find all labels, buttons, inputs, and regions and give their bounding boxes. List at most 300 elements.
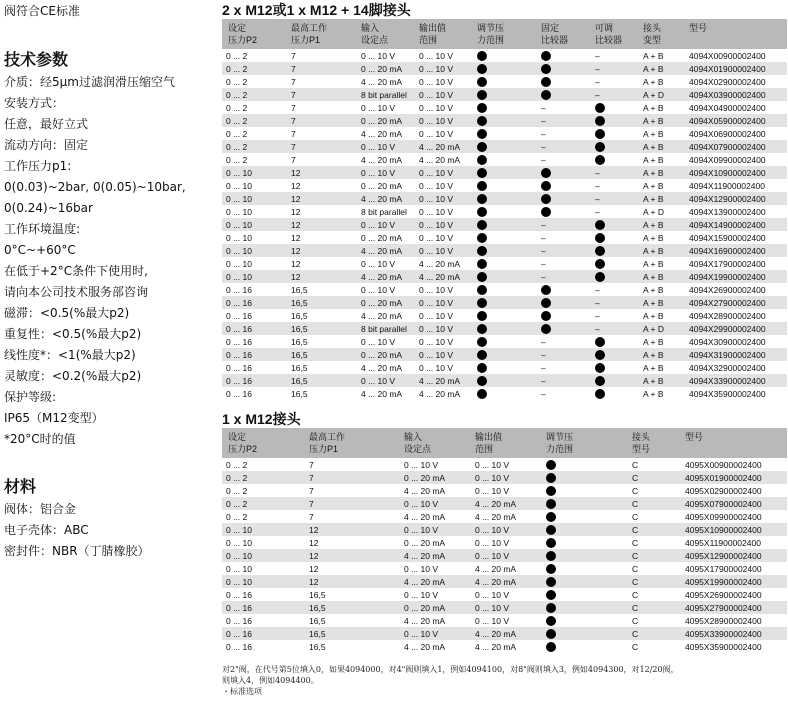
spec-line: 安装方式： <box>4 96 65 110</box>
filled-dot-icon <box>477 311 487 321</box>
table-cell: 0 ... 2 <box>226 485 248 496</box>
filled-dot-icon <box>546 512 556 522</box>
feature-dot <box>546 485 632 496</box>
table-cell: 4 ... 20 mA <box>361 310 403 321</box>
table-cell: 0 ... 10 V <box>404 589 439 600</box>
table-cell: 4094X03900002400 <box>689 89 766 100</box>
table-cell: 0 ... 2 <box>226 89 248 100</box>
filled-dot-icon <box>541 64 551 74</box>
table-cell: 16,5 <box>309 589 326 600</box>
table-cell: 0 ... 10 <box>226 258 252 269</box>
table-cell: 12 <box>291 245 301 256</box>
table-cell: C <box>632 615 639 626</box>
table-cell: 0 ... 2 <box>226 63 248 74</box>
table-cell: 0 ... 10 V <box>419 284 454 295</box>
table-row <box>222 536 787 549</box>
spec-line: 工作压力p1: <box>4 159 72 173</box>
table-row <box>222 192 787 205</box>
table-cell: A + D <box>643 89 665 100</box>
feature-dot <box>477 206 541 217</box>
feature-dot <box>541 89 595 100</box>
column-header: 接头 变型 <box>643 23 662 45</box>
filled-dot-icon <box>595 220 605 230</box>
table-cell: A + B <box>643 375 664 386</box>
table-cell: A + B <box>643 388 664 399</box>
table-cell: 4 ... 20 mA <box>404 576 446 587</box>
table-cell: 4 ... 20 mA <box>419 141 461 152</box>
table-cell: 0 ... 16 <box>226 349 252 360</box>
table-cell: 0 ... 2 <box>226 115 248 126</box>
materials-list <box>4 499 216 562</box>
feature-dot <box>477 102 541 113</box>
table-cell: – <box>541 128 546 139</box>
table-cell: 4 ... 20 mA <box>404 615 446 626</box>
table-row <box>222 205 787 218</box>
table-cell: A + B <box>643 245 664 256</box>
spec-line: 0°C~+60°C <box>4 243 76 257</box>
feature-dot <box>477 271 541 282</box>
table-cell: – <box>595 323 600 334</box>
table-cell: – <box>541 336 546 347</box>
table-row <box>222 523 787 536</box>
spec-line: 介质：经5μm过滤润滑压缩空气 <box>4 75 175 89</box>
filled-dot-icon <box>595 246 605 256</box>
table-cell: 0 ... 10 V <box>475 589 510 600</box>
table-cell: 0 ... 2 <box>226 472 248 483</box>
table-cell: 16,5 <box>291 284 308 295</box>
feature-dot <box>477 232 541 243</box>
spec-line: 磁滞：<0.5(%最大p2) <box>4 306 130 320</box>
table-cell: 0 ... 10 V <box>419 89 454 100</box>
feature-dot <box>477 310 541 321</box>
table-cell: 0 ... 10 V <box>419 128 454 139</box>
table-cell: A + B <box>643 115 664 126</box>
table-cell: 0 ... 10 V <box>475 524 510 535</box>
table-cell: 0 ... 10 V <box>419 193 454 204</box>
table-cell: 12 <box>291 206 301 217</box>
filled-dot-icon <box>477 220 487 230</box>
table-cell: 16,5 <box>309 602 326 613</box>
table-cell: 4094X27900002400 <box>689 297 766 308</box>
filled-dot-icon <box>546 525 556 535</box>
table-row <box>222 361 787 374</box>
table-cell: 4094X30900002400 <box>689 336 766 347</box>
table-cell: A + B <box>643 297 664 308</box>
filled-dot-icon <box>595 116 605 126</box>
table-cell: 16,5 <box>291 297 308 308</box>
table-cell: 4095X26900002400 <box>685 589 762 600</box>
table-cell: 0 ... 10 V <box>404 498 439 509</box>
filled-dot-icon <box>546 642 556 652</box>
spec-line: 任意，最好立式 <box>4 117 89 131</box>
table-row <box>222 309 787 322</box>
table-cell: 0 ... 20 mA <box>361 115 403 126</box>
footnote-line: 则填入4，例如4094400。 <box>222 676 319 685</box>
spec-line: 0(0.24)~16bar <box>4 201 93 215</box>
table-cell: 4 ... 20 mA <box>404 550 446 561</box>
standard-option-note: ・标准选项 <box>222 687 262 696</box>
table-cell: C <box>632 628 639 639</box>
filled-dot-icon <box>546 538 556 548</box>
filled-dot-icon <box>477 116 487 126</box>
spec-line: 在低于+2°C条件下使用时, <box>4 264 148 278</box>
filled-dot-icon <box>477 259 487 269</box>
table-cell: 4094X10900002400 <box>689 167 766 178</box>
table-row <box>222 127 787 140</box>
table-cell: 0 ... 20 mA <box>404 472 446 483</box>
filled-dot-icon <box>546 473 556 483</box>
feature-dot <box>595 349 643 360</box>
table-cell: 0 ... 10 V <box>419 50 454 61</box>
table-cell: 0 ... 10 <box>226 524 252 535</box>
table-cell: C <box>632 511 639 522</box>
feature-dot <box>546 472 632 483</box>
table-cell: 0 ... 10 V <box>404 459 439 470</box>
table-cell: 4 ... 20 mA <box>361 76 403 87</box>
table-cell: A + B <box>643 310 664 321</box>
table-cell: 0 ... 10 V <box>419 310 454 321</box>
table-cell: – <box>595 310 600 321</box>
table-cell: 0 ... 2 <box>226 76 248 87</box>
table-row <box>222 562 787 575</box>
table-cell: – <box>541 258 546 269</box>
table-cell: 16,5 <box>291 323 308 334</box>
table-row <box>222 270 787 283</box>
filled-dot-icon <box>477 51 487 61</box>
table-cell: A + B <box>643 284 664 295</box>
table-cell: 0 ... 10 V <box>419 167 454 178</box>
feature-dot <box>595 388 643 399</box>
filled-dot-icon <box>477 64 487 74</box>
table-cell: – <box>595 193 600 204</box>
table-cell: 7 <box>291 50 296 61</box>
table-cell: 0 ... 10 <box>226 271 252 282</box>
table-cell: A + B <box>643 349 664 360</box>
table-cell: 4095X09900002400 <box>685 511 762 522</box>
table-cell: 0 ... 2 <box>226 459 248 470</box>
table-cell: 4 ... 20 mA <box>404 511 446 522</box>
table-cell: 0 ... 16 <box>226 628 252 639</box>
table-cell: 4094X09900002400 <box>689 154 766 165</box>
table-cell: 4 ... 20 mA <box>361 128 403 139</box>
filled-dot-icon <box>546 499 556 509</box>
table-cell: – <box>595 50 600 61</box>
filled-dot-icon <box>546 577 556 587</box>
feature-dot <box>595 336 643 347</box>
filled-dot-icon <box>477 272 487 282</box>
table-row <box>222 484 787 497</box>
spec-line: 请向本公司技术服务部咨询 <box>4 285 149 299</box>
table-cell: 4094X17900002400 <box>689 258 766 269</box>
column-header: 设定 压力P2 <box>228 23 258 45</box>
feature-dot <box>546 615 632 626</box>
table-cell: 7 <box>291 154 296 165</box>
table-cell: 0 ... 10 <box>226 537 252 548</box>
table-row <box>222 283 787 296</box>
table-cell: 0 ... 10 V <box>361 284 396 295</box>
table-cell: C <box>632 537 639 548</box>
table-cell: 0 ... 10 V <box>404 563 439 574</box>
feature-dot <box>541 206 595 217</box>
table-m12 <box>222 428 787 653</box>
table-row <box>222 244 787 257</box>
table-cell: 12 <box>309 563 319 574</box>
table-cell: 0 ... 10 V <box>419 323 454 334</box>
table-cell: 4094X07900002400 <box>689 141 766 152</box>
table-row <box>222 335 787 348</box>
table-cell: 4094X14900002400 <box>689 219 766 230</box>
table-cell: 12 <box>309 524 319 535</box>
table-cell: 0 ... 10 <box>226 563 252 574</box>
table-cell: – <box>541 102 546 113</box>
table-cell: C <box>632 641 639 652</box>
table-cell: 7 <box>291 63 296 74</box>
table-cell: 4095X35900002400 <box>685 641 762 652</box>
table-cell: 0 ... 2 <box>226 498 248 509</box>
table-row <box>222 640 787 653</box>
filled-dot-icon <box>541 311 551 321</box>
table-cell: C <box>632 563 639 574</box>
table-cell: 0 ... 2 <box>226 128 248 139</box>
table-cell: – <box>595 167 600 178</box>
table-cell: 0 ... 20 mA <box>404 602 446 613</box>
column-header: 输出值 范围 <box>419 23 447 45</box>
table-row <box>222 75 787 88</box>
table-cell: A + B <box>643 219 664 230</box>
table-cell: 12 <box>291 219 301 230</box>
filled-dot-icon <box>541 324 551 334</box>
feature-dot <box>595 375 643 386</box>
feature-dot <box>477 154 541 165</box>
table-cell: – <box>595 180 600 191</box>
spec-line: 灵敏度：<0.2(%最大p2) <box>4 369 142 383</box>
table-cell: 7 <box>291 128 296 139</box>
table1-title: 2 x M12或1 x M12 + 14脚接头 <box>222 2 411 18</box>
feature-dot <box>595 141 643 152</box>
table-cell: 0 ... 10 V <box>419 63 454 74</box>
table-cell: 0 ... 10 <box>226 219 252 230</box>
table-cell: 8 bit parallel <box>361 206 407 217</box>
table-cell: 16,5 <box>309 628 326 639</box>
filled-dot-icon <box>541 181 551 191</box>
table-row <box>222 588 787 601</box>
table-cell: 4094X35900002400 <box>689 388 766 399</box>
table-cell: A + B <box>643 167 664 178</box>
table-cell: 0 ... 10 <box>226 550 252 561</box>
table-cell: 7 <box>309 485 314 496</box>
table-cell: 0 ... 10 V <box>419 102 454 113</box>
filled-dot-icon <box>477 77 487 87</box>
table-cell: 0 ... 20 mA <box>361 232 403 243</box>
spec-line: 工作环境温度: <box>4 222 81 236</box>
footnote-line: 对2"阀，在代号第5位填入0，如果4094000，对4"阀则填入1，例如4094100，对8"阀则填入3，例如4094300，对12/20阀， <box>222 665 679 674</box>
table-cell: 0 ... 20 mA <box>361 297 403 308</box>
table-cell: A + B <box>643 336 664 347</box>
table-cell: 0 ... 20 mA <box>361 349 403 360</box>
table-cell: 0 ... 10 V <box>475 537 510 548</box>
column-header: 调节压 力范围 <box>477 23 505 45</box>
table-cell: 4 ... 20 mA <box>404 641 446 652</box>
spec-line: IP65（M12变型） <box>4 411 104 425</box>
table-row <box>222 497 787 510</box>
table-cell: 12 <box>291 193 301 204</box>
feature-dot <box>541 297 595 308</box>
table-cell: 0 ... 10 <box>226 232 252 243</box>
table-cell: 0 ... 10 V <box>475 459 510 470</box>
table-cell: 4094X26900002400 <box>689 284 766 295</box>
table-cell: 4094X13900002400 <box>689 206 766 217</box>
table-cell: 0 ... 2 <box>226 141 248 152</box>
table-cell: A + B <box>643 102 664 113</box>
table-cell: 0 ... 16 <box>226 602 252 613</box>
table-cell: 4094X00900002400 <box>689 50 766 61</box>
table-cell: 0 ... 16 <box>226 323 252 334</box>
table-row <box>222 218 787 231</box>
table-cell: 4094X05900002400 <box>689 115 766 126</box>
column-header: 接头 型号 <box>632 432 651 454</box>
table-cell: 4094X16900002400 <box>689 245 766 256</box>
table-cell: – <box>595 284 600 295</box>
table-cell: 0 ... 20 mA <box>361 63 403 74</box>
table-row <box>222 387 787 400</box>
feature-dot <box>546 602 632 613</box>
table-cell: 16,5 <box>291 310 308 321</box>
filled-dot-icon <box>546 486 556 496</box>
table-cell: 4 ... 20 mA <box>475 498 517 509</box>
filled-dot-icon <box>541 194 551 204</box>
table-cell: 0 ... 10 V <box>475 485 510 496</box>
table-cell: 7 <box>291 76 296 87</box>
table-cell: C <box>632 459 639 470</box>
feature-dot <box>546 459 632 470</box>
table-cell: 0 ... 2 <box>226 154 248 165</box>
table-cell: 0 ... 10 V <box>419 219 454 230</box>
table-cell: C <box>632 485 639 496</box>
table-cell: 7 <box>291 89 296 100</box>
table-row <box>222 49 787 62</box>
table-cell: 0 ... 10 V <box>419 115 454 126</box>
filled-dot-icon <box>595 389 605 399</box>
feature-dot <box>546 563 632 574</box>
feature-dot <box>477 245 541 256</box>
table-row <box>222 627 787 640</box>
table-cell: 0 ... 16 <box>226 641 252 652</box>
table-cell: – <box>541 141 546 152</box>
feature-dot <box>541 180 595 191</box>
table-cell: 7 <box>309 511 314 522</box>
feature-dot <box>546 589 632 600</box>
table-cell: 0 ... 10 <box>226 193 252 204</box>
table-cell: 4 ... 20 mA <box>419 258 461 269</box>
filled-dot-icon <box>477 155 487 165</box>
feature-dot <box>477 388 541 399</box>
table-cell: – <box>595 297 600 308</box>
feature-dot <box>546 576 632 587</box>
column-header: 固定 比较器 <box>541 23 569 45</box>
filled-dot-icon <box>541 285 551 295</box>
table-cell: 4094X06900002400 <box>689 128 766 139</box>
table-cell: 4 ... 20 mA <box>361 271 403 282</box>
table-cell: A + B <box>643 76 664 87</box>
table-cell: 8 bit parallel <box>361 89 407 100</box>
table-cell: 0 ... 16 <box>226 336 252 347</box>
table-cell: 7 <box>291 102 296 113</box>
table-cell: 12 <box>291 167 301 178</box>
table-cell: 4095X00900002400 <box>685 459 762 470</box>
table-cell: – <box>541 388 546 399</box>
table-cell: 0 ... 2 <box>226 511 248 522</box>
column-header: 设定 压力P2 <box>228 432 258 454</box>
table-cell: 0 ... 20 mA <box>404 537 446 548</box>
filled-dot-icon <box>546 564 556 574</box>
table-cell: 4094X01900002400 <box>689 63 766 74</box>
table-cell: A + D <box>643 206 665 217</box>
table-cell: 4 ... 20 mA <box>475 576 517 587</box>
filled-dot-icon <box>477 207 487 217</box>
footnote <box>222 664 786 697</box>
table-cell: 4094X32900002400 <box>689 362 766 373</box>
table-cell: 0 ... 10 V <box>419 76 454 87</box>
table-cell: 12 <box>291 232 301 243</box>
table-cell: 0 ... 16 <box>226 297 252 308</box>
table-cell: – <box>541 271 546 282</box>
table-cell: 0 ... 10 V <box>361 258 396 269</box>
table-cell: 4095X28900002400 <box>685 615 762 626</box>
table-cell: 16,5 <box>309 615 326 626</box>
table-cell: 0 ... 16 <box>226 388 252 399</box>
table-cell: 4095X02900002400 <box>685 485 762 496</box>
spec-line: 电子壳体：ABC <box>4 523 89 537</box>
filled-dot-icon <box>477 389 487 399</box>
table-cell: 4095X11900002400 <box>685 537 761 548</box>
table-row <box>222 296 787 309</box>
column-header: 输入 设定点 <box>404 432 432 454</box>
table-cell: 0 ... 10 V <box>475 602 510 613</box>
table-cell: 4 ... 20 mA <box>419 375 461 386</box>
table-row <box>222 140 787 153</box>
table-cell: – <box>541 375 546 386</box>
table-cell: A + B <box>643 232 664 243</box>
table-cell: 0 ... 2 <box>226 102 248 113</box>
table-cell: 0 ... 10 V <box>475 550 510 561</box>
table-cell: 0 ... 10 V <box>361 219 396 230</box>
filled-dot-icon <box>477 168 487 178</box>
table-cell: 4 ... 20 mA <box>361 154 403 165</box>
table-row <box>222 614 787 627</box>
filled-dot-icon <box>477 376 487 386</box>
table-cell: – <box>595 89 600 100</box>
table-cell: 4094X04900002400 <box>689 102 766 113</box>
column-header: 可调 比较器 <box>595 23 623 45</box>
filled-dot-icon <box>595 259 605 269</box>
feature-dot <box>477 89 541 100</box>
table-cell: 4 ... 20 mA <box>475 628 517 639</box>
filled-dot-icon <box>541 207 551 217</box>
filled-dot-icon <box>477 129 487 139</box>
feature-dot <box>477 375 541 386</box>
table-cell: 12 <box>291 180 301 191</box>
table-cell: 4094X11900002400 <box>689 180 765 191</box>
filled-dot-icon <box>595 103 605 113</box>
spec-line: 重复性：<0.5(%最大p2) <box>4 327 142 341</box>
spec-line: 线性度*：<1(%最大p2) <box>4 348 136 362</box>
table-cell: C <box>632 498 639 509</box>
table-cell: 0 ... 10 <box>226 167 252 178</box>
table-m12-14pin <box>222 19 787 400</box>
filled-dot-icon <box>477 90 487 100</box>
table-cell: 0 ... 10 <box>226 245 252 256</box>
table-cell: – <box>541 245 546 256</box>
